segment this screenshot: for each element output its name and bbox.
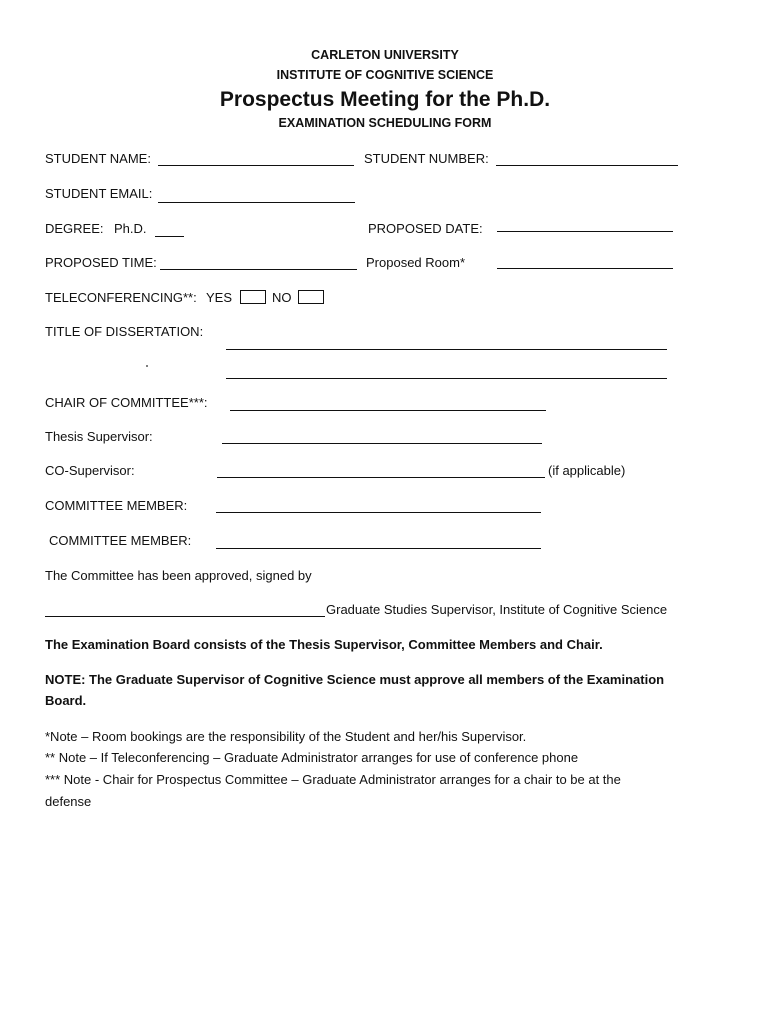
- student-name-label: STUDENT NAME:: [45, 151, 151, 166]
- footnote-chair-line-2: defense: [45, 794, 92, 809]
- student-email-label: STUDENT EMAIL:: [45, 186, 153, 201]
- footnote-teleconferencing: ** Note – If Teleconferencing – Graduate Administrator arranges for use of conference phone: [45, 750, 579, 765]
- co-supervisor-field[interactable]: [217, 477, 545, 478]
- student-number-field[interactable]: [496, 165, 678, 166]
- approval-text: The Committee has been approved, signed by: [45, 568, 312, 583]
- approval-signer: Graduate Studies Supervisor, Institute of Cognitive Science: [326, 602, 668, 617]
- chair-field[interactable]: [230, 410, 546, 411]
- chair-label: CHAIR OF COMMITTEE***:: [45, 395, 208, 410]
- dissertation-title-label: TITLE OF DISSERTATION:: [45, 324, 204, 339]
- form-title: Prospectus Meeting for the Ph.D.: [219, 88, 551, 111]
- student-email-field[interactable]: [158, 202, 355, 203]
- proposed-date-field[interactable]: [497, 231, 673, 232]
- thesis-supervisor-label: Thesis Supervisor:: [45, 429, 153, 444]
- no-label: NO: [272, 290, 292, 305]
- proposed-room-field[interactable]: [497, 268, 673, 269]
- student-name-field[interactable]: [158, 165, 354, 166]
- teleconferencing-label: TELECONFERENCING**:: [45, 290, 197, 305]
- proposed-room-label: Proposed Room*: [366, 255, 465, 270]
- student-number-label: STUDENT NUMBER:: [364, 151, 489, 166]
- dissertation-title-field-2[interactable]: [226, 378, 667, 379]
- co-supervisor-label: CO-Supervisor:: [45, 463, 135, 478]
- proposed-time-label: PROPOSED TIME:: [45, 255, 157, 270]
- yes-checkbox[interactable]: [240, 290, 266, 304]
- no-checkbox[interactable]: [298, 290, 324, 304]
- university-name: CARLETON UNIVERSITY: [311, 48, 459, 62]
- if-applicable-note: (if applicable): [548, 463, 626, 478]
- yes-label: YES: [206, 290, 233, 305]
- footnote-room: *Note – Room bookings are the responsibility of the Student and her/his Supervisor.: [45, 729, 527, 744]
- stray-mark: [146, 365, 148, 367]
- committee-member-1-label: COMMITTEE MEMBER:: [45, 498, 188, 513]
- committee-member-2-field[interactable]: [216, 548, 541, 549]
- thesis-supervisor-field[interactable]: [222, 443, 542, 444]
- form-subtitle: EXAMINATION SCHEDULING FORM: [278, 116, 492, 130]
- committee-member-1-field[interactable]: [216, 512, 541, 513]
- degree-label: DEGREE:: [45, 221, 104, 236]
- board-statement: The Examination Board consists of the Thesis Supervisor, Committee Members and Chair.: [45, 637, 603, 652]
- approval-note-line-1: NOTE: The Graduate Supervisor of Cognitive Science must approve all members of the Examination: [45, 672, 665, 687]
- dissertation-title-field-1[interactable]: [226, 349, 667, 350]
- proposed-time-field[interactable]: [160, 269, 357, 270]
- degree-value: Ph.D.: [114, 221, 147, 236]
- approval-note-line-2: Board.: [45, 693, 87, 708]
- proposed-date-label: PROPOSED DATE:: [368, 221, 483, 236]
- committee-member-2-label: COMMITTEE MEMBER:: [49, 533, 192, 548]
- footnote-chair-line-1: *** Note - Chair for Prospectus Committee – Graduate Administrator arranges for a chair to be at the: [45, 772, 621, 787]
- degree-field[interactable]: [155, 236, 184, 237]
- institute-name: INSTITUTE OF COGNITIVE SCIENCE: [276, 68, 494, 82]
- approval-signature-field[interactable]: [45, 616, 325, 617]
